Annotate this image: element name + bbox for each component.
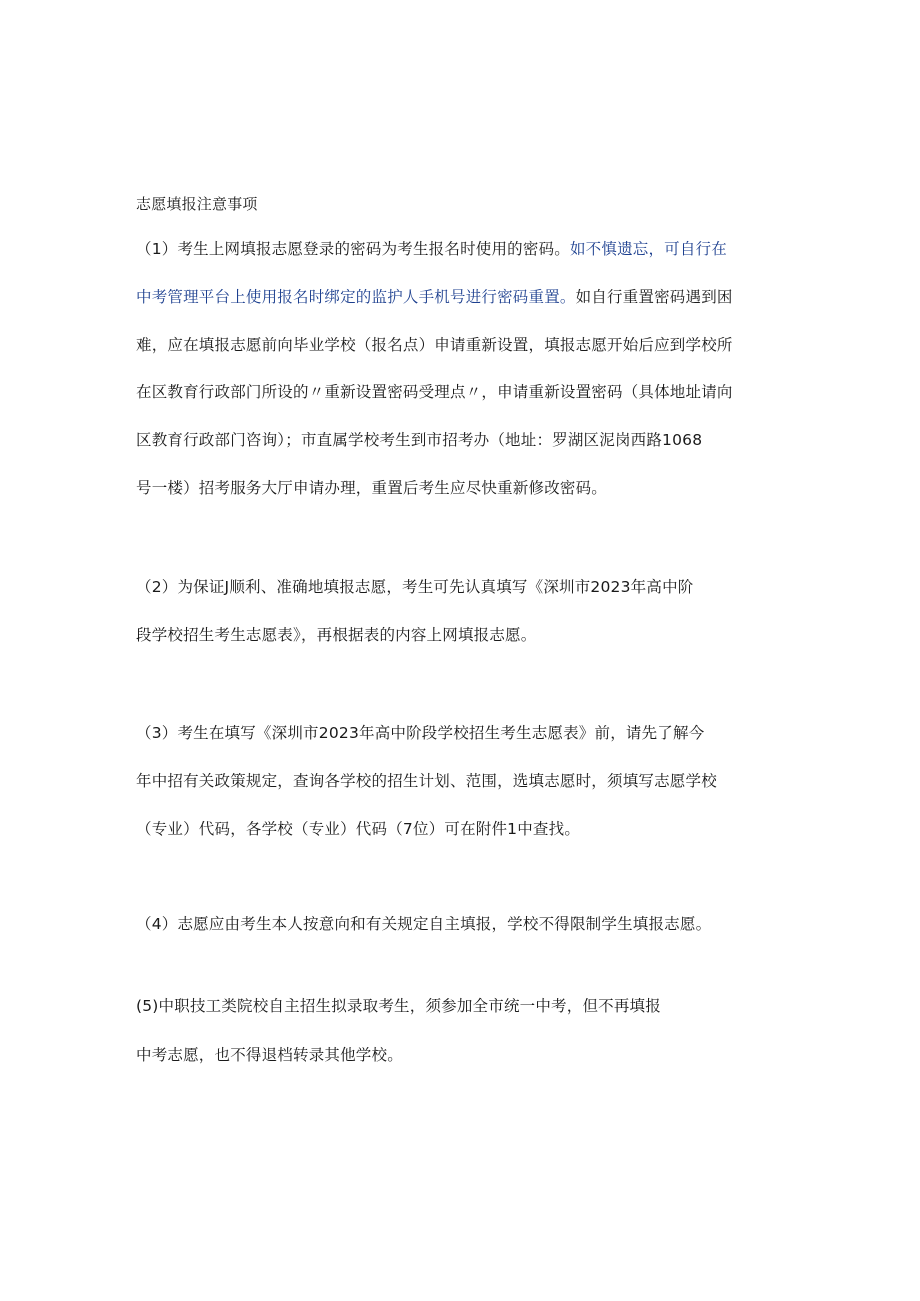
item3-line3: （专业）代码，各学校（专业）代码（7位）可在附件1中查找。 — [136, 820, 581, 838]
item1-line2-highlight: 中考管理平台上使用报名时绑定的监护人手机号进行密码重置。 — [136, 288, 576, 306]
item1-line1 — [136, 239, 727, 259]
item5-line1: (5)中职技工类院校自主招生拟录取考生，须参加全市统一中考，但不再填报 — [136, 997, 661, 1015]
item1-line2-text: 如自行重置密码遇到困 — [575, 288, 733, 306]
item1-line4: 在区教育行政部门所设的〃重新设置密码受理点〃，申请重新设置密码（具体地址请向 — [136, 383, 733, 401]
item1-line1-highlight: 如不慎遗忘，可自行在 — [569, 240, 727, 258]
item3-line1: （3）考生在填写《深圳市2023年高中阶段学校招生考生志愿表》前，请先了解今 — [136, 724, 705, 742]
item5-line2: 中考志愿，也不得退档转录其他学校。 — [136, 1046, 403, 1064]
item1-line1-text: （1）考生上网填报志愿登录的密码为考生报名时使用的密码。 — [136, 240, 570, 258]
item4-line1: （4）志愿应由考生本人按意向和有关规定自主填报，学校不得限制学生填报志愿。 — [136, 915, 712, 933]
document-title: 志愿填报注意事项 — [136, 195, 258, 213]
item1-line2 — [136, 287, 733, 307]
item3-line2: 年中招有关政策规定，查询各学校的招生计划、范围，选填志愿时，须填写志愿学校 — [136, 772, 717, 790]
item1-line5: 区教育行政部门咨询）；市直属学校考生到市招考办（地址：罗湖区泥岗西路1068 — [136, 431, 703, 449]
item1-line3: 难，应在填报志愿前向毕业学校（报名点）申请重新设置，填报志愿开始后应到学校所 — [136, 336, 733, 354]
item2-line1: （2）为保证J顺利、准确地填报志愿，考生可先认真填写《深圳市2023年高中阶 — [136, 578, 694, 596]
item2-line2: 段学校招生考生志愿表》，再根据表的内容上网填报志愿。 — [136, 626, 537, 644]
item1-line6: 号一楼）招考服务大厅申请办理，重置后考生应尽快重新修改密码。 — [136, 479, 608, 497]
